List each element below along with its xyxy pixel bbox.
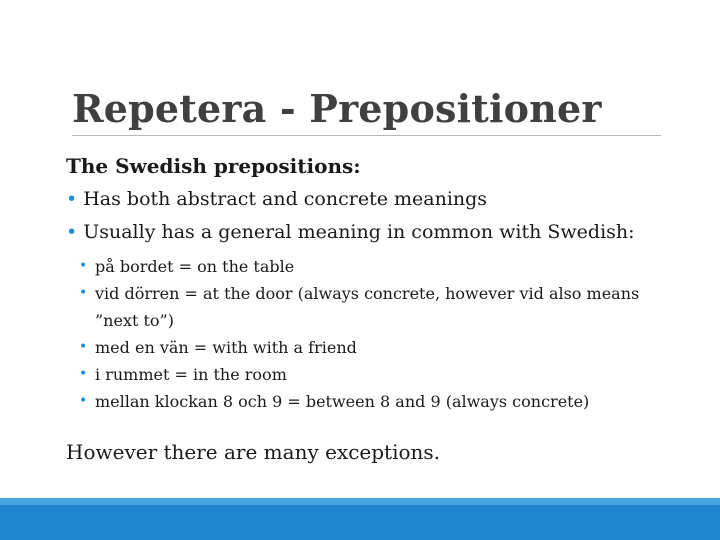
example-text: på bordet = on the table — [95, 257, 295, 276]
example-text: mellan klockan 8 och 9 = between 8 and 9 (always concrete) — [95, 392, 590, 411]
bullet-icon: • — [66, 188, 78, 210]
bullet-text: Usually has a general meaning in common with Swedish: — [83, 221, 635, 243]
bullet-icon: • — [79, 339, 88, 355]
example-item — [79, 388, 679, 415]
bullet-icon: • — [79, 285, 88, 301]
example-item — [79, 280, 679, 334]
bullet-point — [66, 188, 487, 210]
example-list — [79, 253, 679, 415]
example-text: vid dörren = at the door (always concrete, however vid also means ”next to”) — [95, 284, 640, 330]
example-text: med en vän = with with a friend — [95, 338, 357, 357]
bullet-point — [66, 221, 635, 243]
example-item — [79, 334, 679, 361]
example-text: i rummet = in the room — [95, 365, 287, 384]
bullet-text: Has both abstract and concrete meanings — [83, 188, 488, 210]
subheading: The Swedish prepositions: — [66, 154, 361, 178]
example-item — [79, 253, 679, 280]
title-divider — [72, 135, 661, 136]
bullet-icon: • — [66, 221, 78, 243]
example-item — [79, 361, 679, 388]
footer-band — [0, 498, 720, 540]
closing-text: However there are many exceptions. — [66, 440, 441, 464]
bullet-icon: • — [79, 393, 88, 409]
bullet-icon: • — [79, 366, 88, 382]
bullet-icon: • — [79, 258, 88, 274]
slide-title: Repetera - Prepositioner — [72, 86, 602, 131]
footer-stripe — [0, 498, 720, 505]
